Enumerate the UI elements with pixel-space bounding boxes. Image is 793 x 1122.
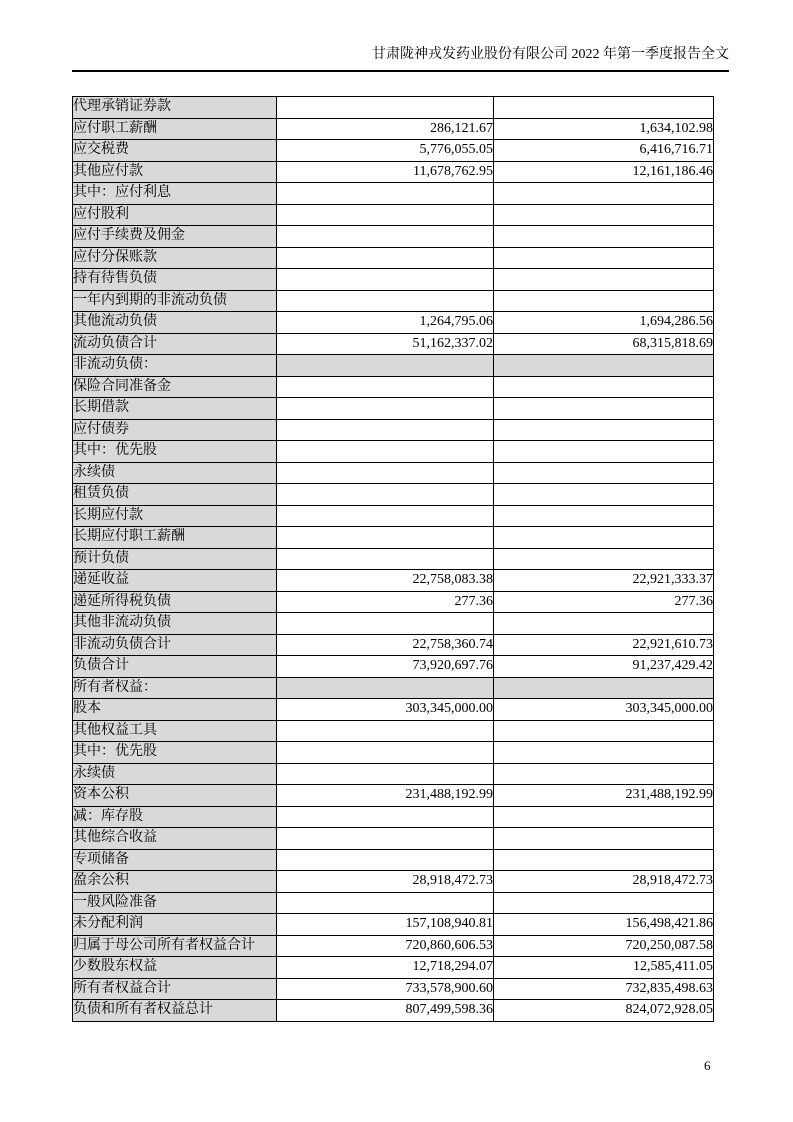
header-rule bbox=[72, 70, 729, 72]
row-prior-value: 1,694,286.56 bbox=[494, 312, 714, 334]
row-prior-value bbox=[494, 849, 714, 871]
table-row bbox=[73, 398, 714, 420]
row-prior-value bbox=[494, 828, 714, 850]
table-row bbox=[73, 613, 714, 635]
row-label: 其中：应付利息 bbox=[73, 183, 277, 205]
row-prior-value bbox=[494, 763, 714, 785]
table-row bbox=[73, 785, 714, 807]
table-row bbox=[73, 978, 714, 1000]
table-row bbox=[73, 849, 714, 871]
table-row bbox=[73, 935, 714, 957]
row-current-value: 157,108,940.81 bbox=[277, 914, 494, 936]
row-current-value: 28,918,472.73 bbox=[277, 871, 494, 893]
row-current-value bbox=[277, 269, 494, 291]
row-label: 一年内到期的非流动负债 bbox=[73, 290, 277, 312]
row-current-value bbox=[277, 892, 494, 914]
row-label: 长期应付款 bbox=[73, 505, 277, 527]
row-prior-value bbox=[494, 677, 714, 699]
row-current-value bbox=[277, 204, 494, 226]
row-prior-value: 91,237,429.42 bbox=[494, 656, 714, 678]
row-current-value: 720,860,606.53 bbox=[277, 935, 494, 957]
row-prior-value bbox=[494, 527, 714, 549]
row-label: 一般风险准备 bbox=[73, 892, 277, 914]
table-row bbox=[73, 376, 714, 398]
row-current-value bbox=[277, 484, 494, 506]
row-prior-value bbox=[494, 226, 714, 248]
row-prior-value bbox=[494, 355, 714, 377]
table-row bbox=[73, 548, 714, 570]
row-label: 永续债 bbox=[73, 763, 277, 785]
table-row bbox=[73, 118, 714, 140]
table-row bbox=[73, 333, 714, 355]
row-current-value bbox=[277, 355, 494, 377]
row-prior-value: 6,416,716.71 bbox=[494, 140, 714, 162]
page-number: 6 bbox=[704, 1058, 711, 1073]
row-label: 非流动负债合计 bbox=[73, 634, 277, 656]
table-row bbox=[73, 527, 714, 549]
row-current-value bbox=[277, 419, 494, 441]
row-label: 递延收益 bbox=[73, 570, 277, 592]
row-current-value bbox=[277, 763, 494, 785]
row-current-value: 1,264,795.06 bbox=[277, 312, 494, 334]
row-label: 流动负债合计 bbox=[73, 333, 277, 355]
row-prior-value bbox=[494, 484, 714, 506]
row-label: 应付手续费及佣金 bbox=[73, 226, 277, 248]
row-prior-value bbox=[494, 290, 714, 312]
table-row bbox=[73, 570, 714, 592]
table-row bbox=[73, 204, 714, 226]
row-label: 其他非流动负债 bbox=[73, 613, 277, 635]
row-label: 应付分保账款 bbox=[73, 247, 277, 269]
row-label: 负债合计 bbox=[73, 656, 277, 678]
table-row bbox=[73, 505, 714, 527]
row-label: 其中：优先股 bbox=[73, 441, 277, 463]
row-label: 保险合同准备金 bbox=[73, 376, 277, 398]
row-label: 非流动负债： bbox=[73, 355, 277, 377]
row-current-value bbox=[277, 441, 494, 463]
row-prior-value bbox=[494, 376, 714, 398]
row-prior-value bbox=[494, 806, 714, 828]
row-label: 长期应付职工薪酬 bbox=[73, 527, 277, 549]
table-row bbox=[73, 871, 714, 893]
row-prior-value: 231,488,192.99 bbox=[494, 785, 714, 807]
row-current-value bbox=[277, 462, 494, 484]
row-prior-value bbox=[494, 505, 714, 527]
row-label: 资本公积 bbox=[73, 785, 277, 807]
row-label: 应付职工薪酬 bbox=[73, 118, 277, 140]
row-current-value bbox=[277, 828, 494, 850]
table-row bbox=[73, 828, 714, 850]
row-prior-value: 277.36 bbox=[494, 591, 714, 613]
table-row bbox=[73, 914, 714, 936]
row-label: 租赁负债 bbox=[73, 484, 277, 506]
row-current-value bbox=[277, 720, 494, 742]
row-current-value bbox=[277, 613, 494, 635]
row-current-value bbox=[277, 97, 494, 119]
table-row bbox=[73, 699, 714, 721]
table-row bbox=[73, 591, 714, 613]
row-label: 盈余公积 bbox=[73, 871, 277, 893]
row-prior-value: 156,498,421.86 bbox=[494, 914, 714, 936]
row-label: 长期借款 bbox=[73, 398, 277, 420]
row-label: 股本 bbox=[73, 699, 277, 721]
row-current-value bbox=[277, 742, 494, 764]
row-label: 专项储备 bbox=[73, 849, 277, 871]
row-prior-value bbox=[494, 269, 714, 291]
row-prior-value bbox=[494, 398, 714, 420]
row-prior-value bbox=[494, 720, 714, 742]
row-prior-value: 1,634,102.98 bbox=[494, 118, 714, 140]
row-current-value: 51,162,337.02 bbox=[277, 333, 494, 355]
table-row bbox=[73, 957, 714, 979]
table-row bbox=[73, 312, 714, 334]
row-prior-value: 12,585,411.05 bbox=[494, 957, 714, 979]
row-prior-value bbox=[494, 204, 714, 226]
table-row bbox=[73, 656, 714, 678]
table-row bbox=[73, 226, 714, 248]
row-prior-value bbox=[494, 183, 714, 205]
row-prior-value: 22,921,333.37 bbox=[494, 570, 714, 592]
row-label: 持有待售负债 bbox=[73, 269, 277, 291]
row-label: 其他流动负债 bbox=[73, 312, 277, 334]
row-current-value: 5,776,055.05 bbox=[277, 140, 494, 162]
row-current-value: 12,718,294.07 bbox=[277, 957, 494, 979]
table-row bbox=[73, 806, 714, 828]
table-row bbox=[73, 720, 714, 742]
row-current-value: 277.36 bbox=[277, 591, 494, 613]
row-label: 其他综合收益 bbox=[73, 828, 277, 850]
page-header bbox=[72, 45, 729, 65]
row-label: 所有者权益： bbox=[73, 677, 277, 699]
row-prior-value: 12,161,186.46 bbox=[494, 161, 714, 183]
row-prior-value bbox=[494, 441, 714, 463]
row-label: 其中：优先股 bbox=[73, 742, 277, 764]
row-label: 其他应付款 bbox=[73, 161, 277, 183]
table-row bbox=[73, 355, 714, 377]
table-row bbox=[73, 441, 714, 463]
row-label: 代理承销证券款 bbox=[73, 97, 277, 119]
row-current-value bbox=[277, 527, 494, 549]
row-prior-value bbox=[494, 548, 714, 570]
table-row bbox=[73, 97, 714, 119]
table-row bbox=[73, 634, 714, 656]
row-label: 应付债券 bbox=[73, 419, 277, 441]
table-row bbox=[73, 484, 714, 506]
row-prior-value bbox=[494, 97, 714, 119]
row-current-value bbox=[277, 376, 494, 398]
row-prior-value: 28,918,472.73 bbox=[494, 871, 714, 893]
balance-sheet-body bbox=[73, 97, 714, 1022]
row-label: 其他权益工具 bbox=[73, 720, 277, 742]
table-row bbox=[73, 161, 714, 183]
table-row bbox=[73, 1000, 714, 1022]
row-current-value: 286,121.67 bbox=[277, 118, 494, 140]
table-row bbox=[73, 269, 714, 291]
report-title: 甘肃陇神戎发药业股份有限公司 2022 年第一季度报告全文 bbox=[372, 47, 729, 62]
row-label: 所有者权益合计 bbox=[73, 978, 277, 1000]
row-current-value bbox=[277, 290, 494, 312]
row-label: 归属于母公司所有者权益合计 bbox=[73, 935, 277, 957]
row-current-value bbox=[277, 247, 494, 269]
row-current-value bbox=[277, 183, 494, 205]
table-row bbox=[73, 247, 714, 269]
row-current-value: 231,488,192.99 bbox=[277, 785, 494, 807]
balance-sheet-table bbox=[72, 96, 714, 1022]
row-current-value: 22,758,083.38 bbox=[277, 570, 494, 592]
row-prior-value: 732,835,498.63 bbox=[494, 978, 714, 1000]
table-row bbox=[73, 290, 714, 312]
row-prior-value bbox=[494, 742, 714, 764]
row-label: 应付股利 bbox=[73, 204, 277, 226]
row-label: 负债和所有者权益总计 bbox=[73, 1000, 277, 1022]
table-row bbox=[73, 183, 714, 205]
row-prior-value bbox=[494, 419, 714, 441]
row-current-value bbox=[277, 505, 494, 527]
row-prior-value: 22,921,610.73 bbox=[494, 634, 714, 656]
row-prior-value: 824,072,928.05 bbox=[494, 1000, 714, 1022]
row-current-value: 11,678,762.95 bbox=[277, 161, 494, 183]
row-prior-value bbox=[494, 247, 714, 269]
row-label: 少数股东权益 bbox=[73, 957, 277, 979]
row-current-value bbox=[277, 806, 494, 828]
row-label: 递延所得税负债 bbox=[73, 591, 277, 613]
table-row bbox=[73, 677, 714, 699]
row-current-value: 22,758,360.74 bbox=[277, 634, 494, 656]
row-prior-value: 303,345,000.00 bbox=[494, 699, 714, 721]
table-row bbox=[73, 462, 714, 484]
row-label: 预计负债 bbox=[73, 548, 277, 570]
row-current-value bbox=[277, 226, 494, 248]
table-row bbox=[73, 763, 714, 785]
row-prior-value: 720,250,087.58 bbox=[494, 935, 714, 957]
row-prior-value: 68,315,818.69 bbox=[494, 333, 714, 355]
row-label: 永续债 bbox=[73, 462, 277, 484]
row-label: 未分配利润 bbox=[73, 914, 277, 936]
row-current-value bbox=[277, 548, 494, 570]
row-current-value: 73,920,697.76 bbox=[277, 656, 494, 678]
row-label: 减：库存股 bbox=[73, 806, 277, 828]
table-row bbox=[73, 419, 714, 441]
row-prior-value bbox=[494, 613, 714, 635]
row-prior-value bbox=[494, 892, 714, 914]
table-row bbox=[73, 742, 714, 764]
row-current-value: 303,345,000.00 bbox=[277, 699, 494, 721]
table-row bbox=[73, 140, 714, 162]
row-label: 应交税费 bbox=[73, 140, 277, 162]
row-current-value: 733,578,900.60 bbox=[277, 978, 494, 1000]
row-prior-value bbox=[494, 462, 714, 484]
table-row bbox=[73, 892, 714, 914]
row-current-value: 807,499,598.36 bbox=[277, 1000, 494, 1022]
row-current-value bbox=[277, 849, 494, 871]
row-current-value bbox=[277, 677, 494, 699]
row-current-value bbox=[277, 398, 494, 420]
